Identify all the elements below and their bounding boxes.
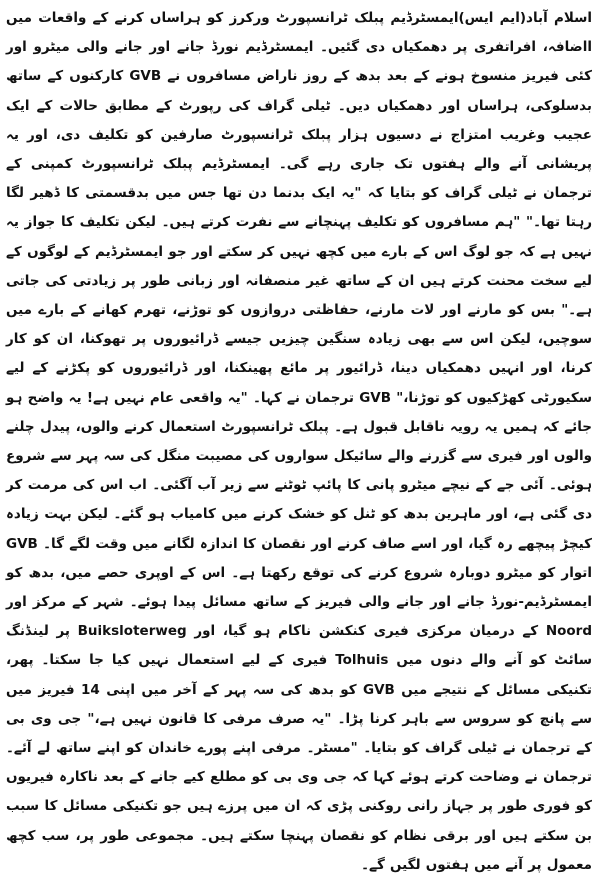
article-body: اسلام آباد(ایم ایس)ایمسٹرڈیم پبلک ٹرانسپورٹ ورکرز کو ہراساں کرنے کے واقعات میں ااضافہ، افراتفری پر دھمکیاں دی گئیں۔ ایمسٹرڈیم نورڈ جانے اور جانے والی میٹرو اور کئی فیریز منسوخ ہونے کے بعد بدھ کے روز ناراض مسافروں نے GVB کارکنوں کے ساتھ بدسلوکی، ہراساں اور دھمکیاں دیں۔ ٹیلی گراف کی رپورٹ کے مطابق حالات کے ایک عجیب وغریب امتزاج نے دسیوں ہزار پبلک ٹرانسپورٹ صارفین کو تکلیف دی، اور یہ پریشانی آنے والے ہفتوں تک جاری رہے گی۔ ایمسٹرڈیم پبلک ٹرانسپورٹ کمپنی کے ترجمان نے ٹیلی گراف کو بتایا کہ "یہ ایک بدنما دن تھا جس میں بدقسمتی کا ڈھیر لگا رہتا تھا۔" "ہم مسافروں کو تکلیف پہنچانے سے نفرت کرتے ہیں۔ لیکن تکلیف کا جواز یہ نہیں ہے کہ جو لوگ اس کے بارے میں کچھ نہیں کر سکتے اور جو ایمسٹرڈیم کے لوگوں کے لیے سخت محنت کرتے ہیں ان کے ساتھ غیر منصفانہ اور زبانی طور پر زیادتی کی جاتی ہے۔" بس کو مارنے اور لات مارنے، حفاظتی دروازوں کو توڑنے، تھرم کھانے کے بارے میں سوچیں، لیکن اس سے بھی زیادہ سنگین چیزیں جیسے ڈرائیوروں پر تھوکنا، ان کو کار کرنا، اور انہیں دھمکیاں دینا، ڈرائیور پر مائع پھینکنا، اور ڈرائیوروں کو پکڑنے کے لیے سکیورٹی کھڑکیوں کو توڑنا،" GVB ترجمان نے کہا۔ "یہ واقعی عام نہیں ہے! یہ واضح ہو جائے کہ ہمیں یہ رویہ ناقابل قبول ہے۔ پبلک ٹرانسپورٹ استعمال کرنے والوں، پیدل چلنے والوں اور فیری سے گزرنے والے سائیکل سواروں کی مصیبت منگل کی سہ پہر سے شروع ہوئی۔ آئی جے کے نیچے میٹرو پانی کا پائپ ٹوٹنے سے زیر آب آگئی۔ اب اس کی مرمت کر دی گئی ہے، اور ماہرین بدھ کو ٹنل کو خشک کرنے میں کامیاب ہو گئے۔ لیکن بہت زیادہ کیچڑ پیچھے رہ گیا، اور اسے صاف کرنے اور نقصان کا اندازہ لگانے میں وقت لگے گا۔ GVB اتوار کو میٹرو دوبارہ شروع کرنے کی توقع رکھتا ہے۔ اس کے اوپری حصے میں، بدھ کو ایمسٹرڈیم-نورڈ جانے اور جانے والی فیریز کے ساتھ مسائل پیدا ہوئے۔ شہر کے مرکز اور Noord کے درمیان مرکزی فیری کنکشن ناکام ہو گیا، اور Buiksloterweg پر لینڈنگ سائٹ کو آنے والے دنوں میں Tolhuis فیری کے لیے استعمال نہیں کیا جا سکتا۔ پھر، تکنیکی مسائل کے نتیجے میں GVB کو بدھ کی سہ پہر کے آخر میں اپنی 14 فیریز میں سے پانچ کو سروس سے باہر کرنا پڑا۔ "یہ صرف مرفی کا قانون نہیں ہے،" جی وی بی کے ترجمان نے ٹیلی گراف کو بتایا۔ "مسٹر۔ مرفی اپنے پورے خاندان کو اپنے ساتھ لے آئے۔ ترجمان نے وضاحت کرتے ہوئے کہا کہ جی وی بی کو مطلع کیے جانے کے بعد ناکارہ فیریوں کو فوری طور پر جہاز رانی روکنی پڑی کہ ان میں پرزے ہیں جو تکنیکی مسائل کا سبب بن سکتے ہیں اور برقی نظام کو نقصان پہنچا سکتے ہیں۔ مجموعی طور پر، سب کچھ معمول پر آنے میں ہفتوں لگیں گے۔ — [6, 10, 593, 873]
